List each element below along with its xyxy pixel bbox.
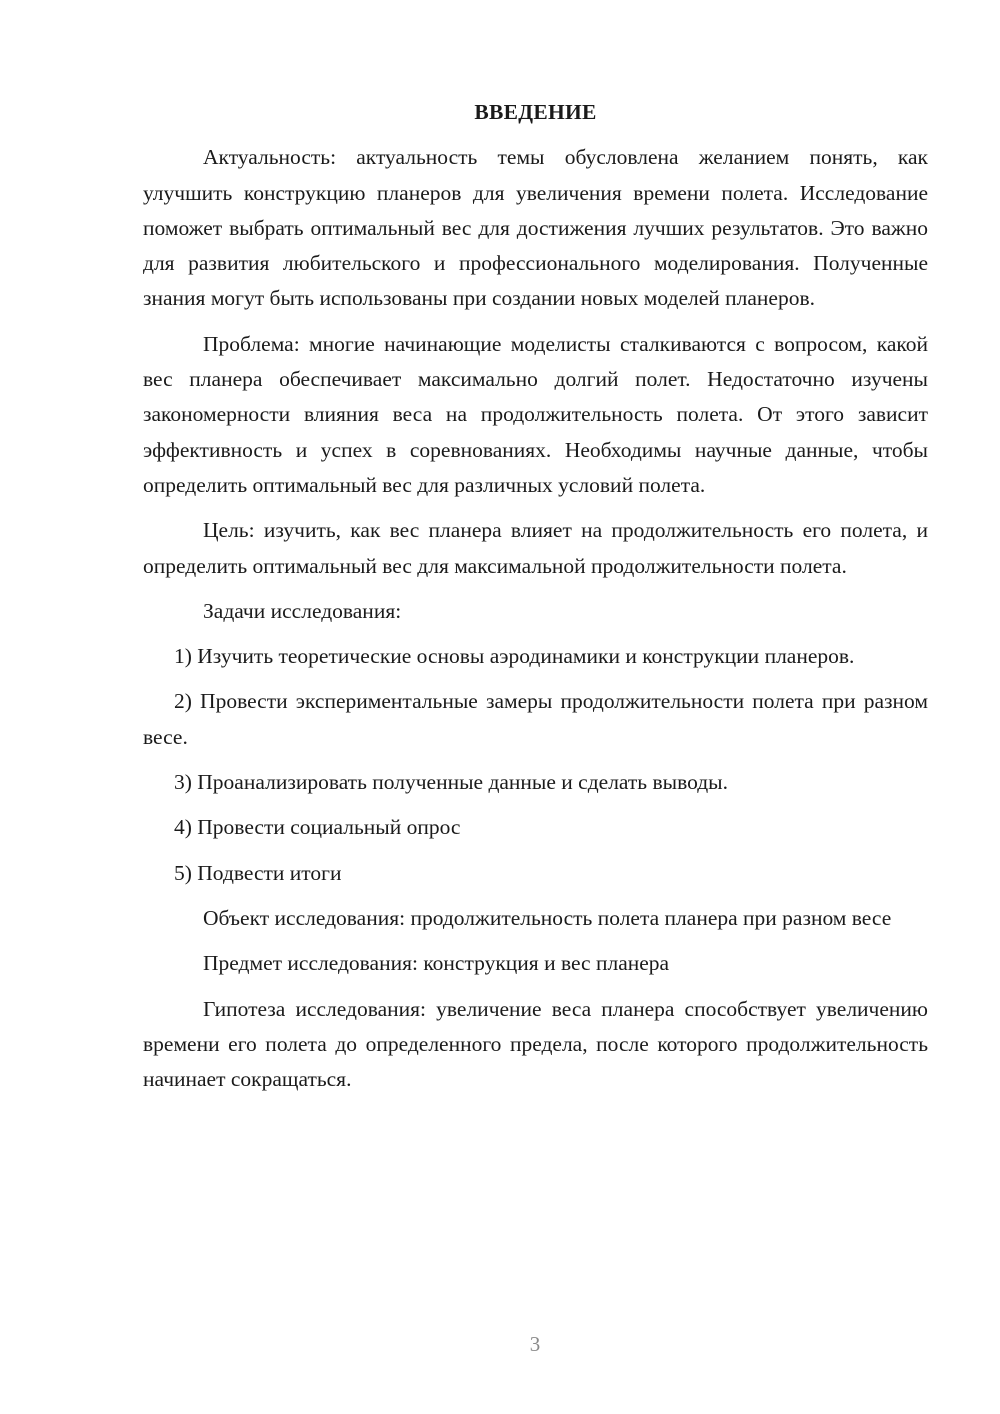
list-item: 3) Проанализировать полученные данные и сделать выводы. [174,770,728,795]
page-number: 3 [529,1332,541,1356]
paragraph-problem: Проблема: многие начинающие моделисты сталкиваются с вопросом, какой вес планера обеспечивает максимально долгий полет. Недостаточно изучены закономерности влияния веса на продолжительность полета. От этого зависит эффективность и успех в соревнованиях. Необходимы научные данные, чтобы определить оптимальный вес для различных условий полета. [143,331,928,497]
paragraph-object: Объект исследования: продолжительность полета планера при разном весе [203,905,892,930]
page-title: ВВЕДЕНИЕ [474,100,597,124]
list-item: 1) Изучить теоретические основы аэродинамики и конструкции планеров. [174,644,855,669]
paragraph-goal: Цель: изучить, как вес планера влияет на продолжительность его полета, и определить оптимальный вес для максимальной продолжительности полета. [143,518,928,578]
paragraph-hypothesis: Гипотеза исследования: увеличение веса планера способствует увеличению времени его полета до определенного предела, после которого продолжительность начинает сокращаться. [143,996,928,1092]
paragraph-subject: Предмет исследования: конструкция и вес планера [203,951,670,976]
list-item: 2) Провести экспериментальные замеры продолжительности полета при разном весе. [143,689,928,749]
tasks-heading: Задачи исследования: [203,598,402,623]
list-item: 4) Провести социальный опрос [174,815,461,840]
list-item: 5) Подвести итоги [174,860,342,885]
tasks-list [143,639,928,891]
document-page [143,95,928,1107]
paragraph-relevance: Актуальность: актуальность темы обусловлена желанием понять, как улучшить конструкцию планеров для увеличения времени полета. Исследование поможет выбрать оптимальный вес для достижения лучших результатов. Это важно для развития любительского и профессионального моделирования. Полученные знания могут быть использованы при создании новых моделей планеров. [143,145,928,311]
